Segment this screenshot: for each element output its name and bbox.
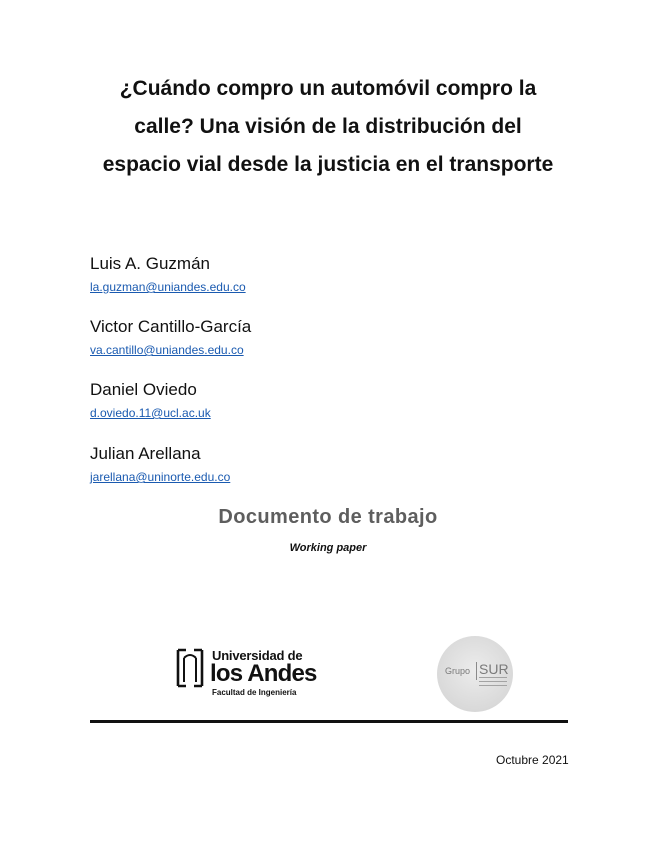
author-name: Daniel Oviedo [90,380,197,399]
uniandes-emblem-icon [174,648,206,688]
author-email-link[interactable]: d.oviedo.11@ucl.ac.uk [90,406,211,420]
title-line-2: calle? Una visión de la distribución del [134,115,522,138]
grupo-sur-logo-separator [476,662,477,680]
author-email-link[interactable]: jarellana@uninorte.edu.co [90,470,231,484]
author-block [90,380,211,420]
grupo-sur-logo [437,636,513,712]
document-subtitle: Working paper [289,542,367,554]
author-block [90,317,251,357]
grupo-sur-logo-word: Grupo [445,666,471,676]
author-block [90,444,230,484]
author-block [90,254,246,294]
author-email-link[interactable]: la.guzman@uniandes.edu.co [90,280,246,294]
grupo-sur-logo-acronym: SUR [479,661,509,677]
publication-date: Octubre 2021 [496,753,569,767]
uniandes-logo-line2: los Andes [210,660,317,687]
uniandes-logo [170,640,320,702]
uniandes-logo-line3: Facultad de Ingeniería [212,688,297,697]
title-line-1: ¿Cuándo compro un automóvil compro la [119,77,537,100]
author-name: Julian Arellana [90,444,201,463]
uniandes-logo-line1: Universidad de [212,648,303,663]
author-email-link[interactable]: va.cantillo@uniandes.edu.co [90,343,244,357]
title-line-3: espacio vial desde la justicia en el transporte [102,153,554,176]
grupo-sur-logo-fineprint [479,677,507,691]
author-name: Luis A. Guzmán [90,254,211,273]
paper-title [60,70,596,184]
document-type-heading: Documento de trabajo [218,506,438,528]
horizontal-rule [90,720,568,723]
author-name: Victor Cantillo-García [90,317,252,336]
